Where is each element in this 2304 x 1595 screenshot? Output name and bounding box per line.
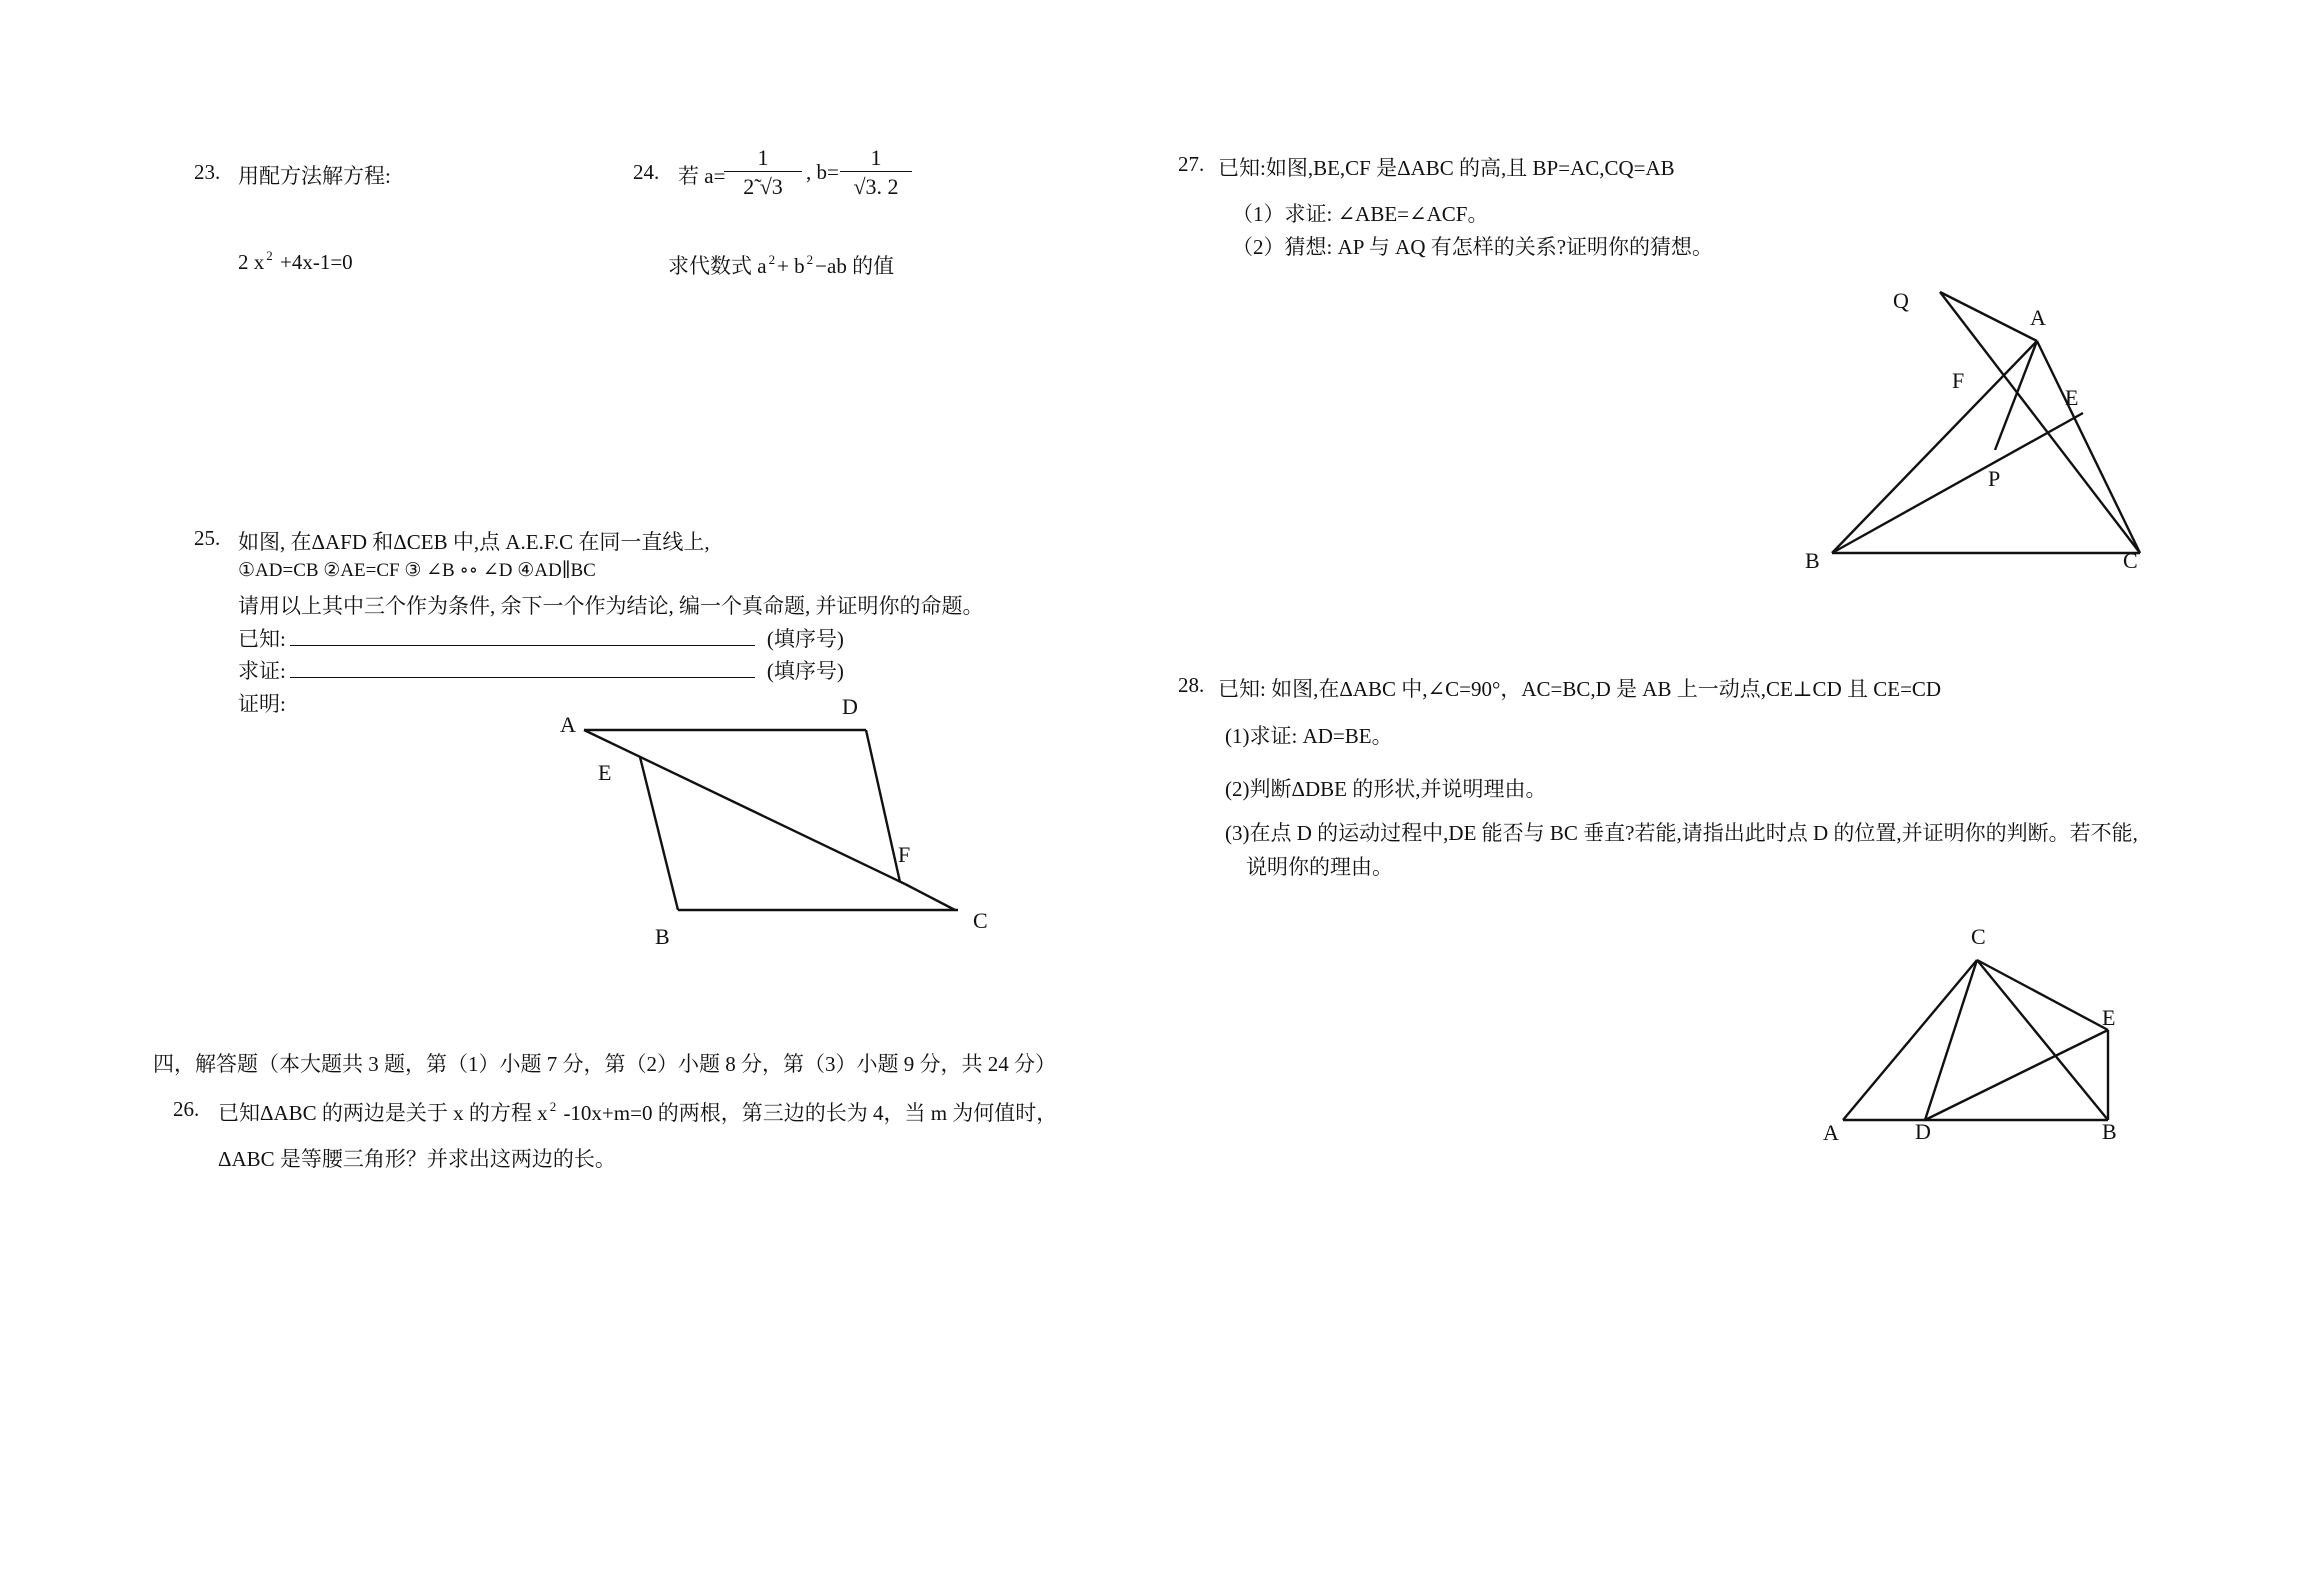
- segment-BE: [1832, 413, 2083, 553]
- segment-CE: [1977, 960, 2108, 1030]
- label-E: E: [598, 760, 612, 785]
- label-A: A: [1823, 1120, 1839, 1145]
- label-Q: Q: [1893, 288, 1909, 313]
- label-A: A: [560, 712, 576, 737]
- segment-DE: [1925, 1030, 2108, 1120]
- diagonal-AC: [584, 730, 905, 884]
- q25-prove-row: 求证: (填序号): [238, 659, 844, 683]
- segment-DF: [866, 730, 900, 882]
- label-D: D: [842, 694, 858, 719]
- q25-figure: [560, 694, 988, 949]
- segment-AP: [1995, 341, 2037, 450]
- q24-separator: , b=: [806, 160, 839, 184]
- q26-number: 26.: [173, 1097, 200, 1121]
- label-C: C: [1971, 924, 1986, 949]
- segment-CD: [1925, 960, 1977, 1120]
- segment-FC: [905, 884, 955, 910]
- q27-line1: 已知:如图,BE,CF 是ΔABC 的高,且 BP=AC,CQ=AB: [1218, 156, 1675, 180]
- q25-proof-label: 证明:: [238, 692, 286, 716]
- q25-line1: 如图, 在ΔAFD 和ΔCEB 中,点 A.E.F.C 在同一直线上,: [238, 530, 710, 554]
- segment-AC: [2037, 341, 2140, 553]
- label-E: E: [2102, 1005, 2116, 1030]
- q23-title: 用配方法解方程:: [238, 164, 391, 188]
- q23-equation: 2 x $^2$ +4x-1=0: [238, 248, 353, 274]
- q25-number: 25.: [194, 526, 221, 550]
- label-D: D: [1915, 1119, 1931, 1144]
- q23-number: 23.: [194, 160, 221, 184]
- q28-item3b: 说明你的理由。: [1246, 855, 1393, 879]
- label-F: F: [1952, 368, 1965, 393]
- q28-number: 28.: [1178, 673, 1205, 697]
- q24-fraction-a: $\frac{1}{2̃ √3}$: [724, 145, 802, 200]
- q28-item1: (1)求证: AD=BE。: [1225, 724, 1393, 748]
- q24-number: 24.: [633, 160, 660, 184]
- q28-figure: [1823, 924, 2117, 1145]
- label-B: B: [655, 924, 670, 949]
- segment-QC: [1940, 292, 2140, 553]
- q27-item2: （2）猜想: AP 与 AQ 有怎样的关系?证明你的猜想。: [1232, 235, 1714, 259]
- q24-fraction-b: $\frac{1}{√3. 2}$: [840, 145, 912, 200]
- label-C: C: [973, 908, 988, 933]
- q27-number: 27.: [1178, 152, 1205, 176]
- label-P: P: [1988, 466, 2001, 491]
- q24-prefix: 若 a=: [678, 164, 726, 188]
- q28-line1: 已知: 如图,在ΔABC 中,∠C=90°，AC=BC,D 是 AB 上一动点,CE⊥CD 且 CE=CD: [1218, 677, 1942, 701]
- q24-expression: 求代数式 a $^2$+ b $^2$−ab 的值: [668, 252, 895, 278]
- segment-BA: [1832, 341, 2037, 553]
- segment-QA: [1940, 292, 2037, 341]
- label-C: C: [2123, 548, 2138, 573]
- label-E: E: [2065, 385, 2079, 410]
- label-F: F: [898, 842, 911, 867]
- q25-instruction: 请用以上其中三个作为条件, 余下一个作为结论, 编一个真命题, 并证明你的命题。: [238, 594, 984, 618]
- q26-line2: ΔABC 是等腰三角形？并求出这两边的长。: [218, 1147, 616, 1171]
- q27-figure: [1805, 288, 2140, 573]
- q25-known-row: 已知: (填序号): [238, 627, 844, 651]
- segment-AC: [1843, 960, 1977, 1120]
- q27-item1: （1）求证: ∠ABE=∠ACF。: [1232, 202, 1489, 226]
- q28-item2: (2)判断ΔDBE 的形状,并说明理由。: [1225, 777, 1547, 801]
- q25-conditions: ①AD=CB ②AE=CF ③ ∠B ∘∘ ∠D ④AD∥BC: [238, 560, 596, 581]
- q26-line1: 已知ΔABC 的两边是关于 x 的方程 x $^2$ -10x+m=0 的两根，第三边的长为 4，当 m 为何值时，: [218, 1099, 1058, 1125]
- segment-EB: [640, 757, 678, 910]
- label-B: B: [2102, 1119, 2117, 1144]
- section4-heading: 四，解答题（本大题共 3 题，第（1）小题 7 分，第（2）小题 8 分，第（3）小题 9 分，共 24 分）: [153, 1052, 1056, 1076]
- q28-item3: (3)在点 D 的运动过程中,DE 能否与 BC 垂直?若能,请指出此时点 D 的位置,并证明你的判断。若不能,: [1225, 821, 2138, 845]
- label-B: B: [1805, 548, 1820, 573]
- label-A: A: [2030, 305, 2046, 330]
